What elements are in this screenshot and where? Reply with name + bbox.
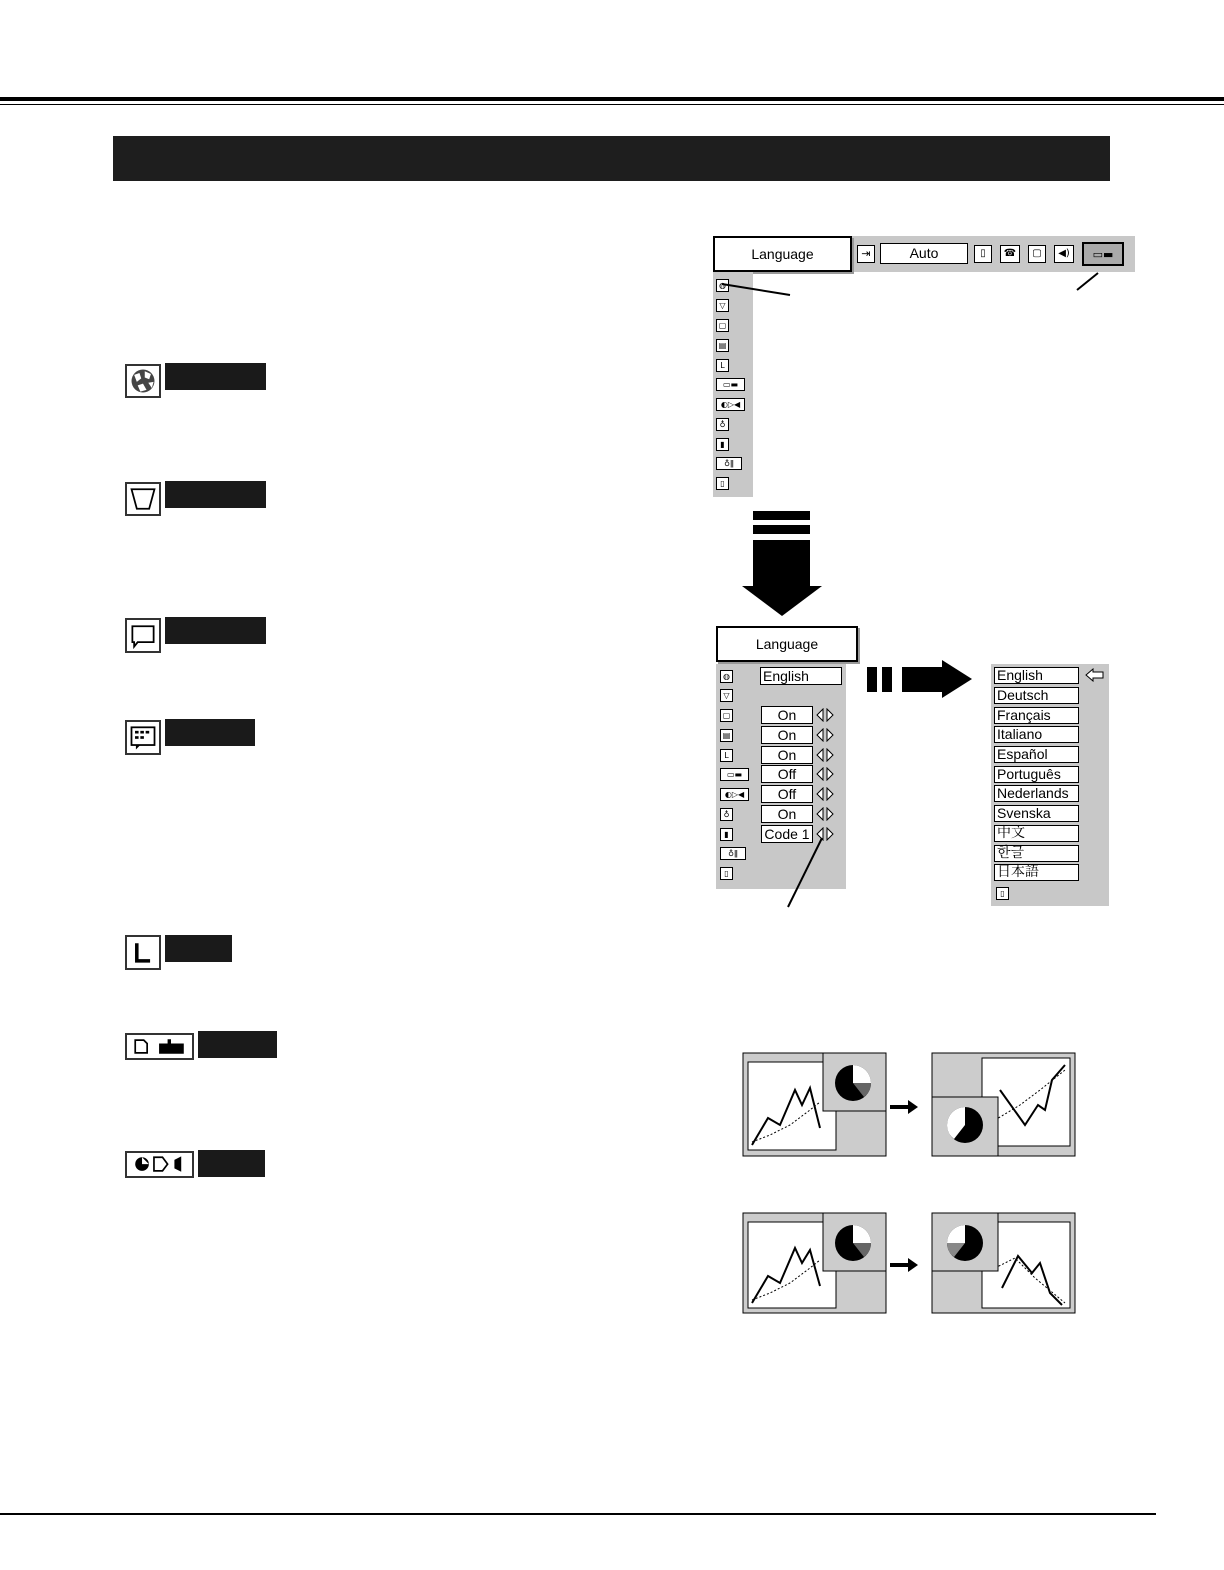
language-option-deutsch[interactable]: Deutsch: [994, 687, 1079, 704]
language-option-chinese[interactable]: 中文: [994, 825, 1079, 842]
logo-icon[interactable]: ▤: [720, 729, 733, 742]
top-rule-thin: [0, 104, 1224, 105]
pointer-icon[interactable]: ▭▬: [720, 768, 749, 781]
exit-icon[interactable]: ▯: [716, 477, 729, 490]
filter-icon[interactable]: ♁ǁ: [720, 847, 746, 860]
menu-display-icon: [125, 618, 161, 653]
pointer-illustration-1: [740, 1050, 1080, 1160]
selection-pointer-icon: [1085, 668, 1105, 682]
pointer-label-bar: [198, 1031, 277, 1058]
filter-icon[interactable]: ♁ǁ: [716, 457, 742, 470]
globe-icon: [125, 364, 161, 398]
setting-value-field[interactable]: On: [761, 706, 813, 724]
pointer-illustration-2: [740, 1208, 1080, 1318]
lock-icon[interactable]: L: [716, 359, 729, 372]
logo-label-bar: [165, 719, 255, 746]
menu-title-box: Language: [713, 236, 852, 272]
language-field[interactable]: English: [760, 667, 842, 685]
logo-icon: [125, 720, 161, 755]
keystone-icon[interactable]: ▽: [716, 299, 729, 312]
logo-icon[interactable]: ▤: [716, 339, 729, 352]
exit-icon[interactable]: ▯: [996, 887, 1009, 900]
language-option-espanol[interactable]: Español: [994, 746, 1079, 763]
keystone-label-bar: [165, 481, 266, 508]
image-position-icon[interactable]: ◐▷◀: [716, 398, 745, 411]
submenu-title-box: Language: [716, 626, 858, 662]
image-position-icon[interactable]: ◐▷◀: [720, 788, 749, 801]
language-list-panel: [991, 664, 1109, 906]
adjust-arrows-icon[interactable]: [816, 728, 834, 742]
setting-value-field[interactable]: On: [761, 805, 813, 823]
language-option-korean[interactable]: 한글: [994, 845, 1079, 862]
language-option-francais[interactable]: Français: [994, 707, 1079, 724]
exit-icon[interactable]: ▯: [720, 867, 733, 880]
down-arrow: [740, 508, 825, 618]
language-option-japanese[interactable]: 日本語: [994, 864, 1079, 881]
mode-field[interactable]: Auto: [880, 243, 968, 264]
language-option-portugues[interactable]: Português: [994, 766, 1079, 783]
language-option-italiano[interactable]: Italiano: [994, 726, 1079, 743]
adjust-arrows-icon[interactable]: [816, 787, 834, 801]
callout-lines-top: [700, 260, 1140, 310]
setting-value-field[interactable]: Off: [761, 765, 813, 783]
globe-icon[interactable]: ◍: [716, 279, 729, 292]
language-option-english[interactable]: English: [994, 667, 1079, 684]
top-rule: [0, 97, 1224, 101]
remote-icon[interactable]: ▮: [720, 828, 733, 841]
setting-value-field[interactable]: Off: [761, 785, 813, 803]
globe-icon[interactable]: ◍: [720, 670, 733, 683]
section-header-bar: [113, 136, 1110, 181]
input-icon[interactable]: ⇥: [857, 245, 875, 263]
lamp-icon[interactable]: ♁: [720, 808, 733, 821]
menu-display-icon[interactable]: ▢: [720, 709, 733, 722]
image-position-icon: [125, 1151, 194, 1178]
keystone-icon[interactable]: ▽: [720, 689, 733, 702]
lock-icon[interactable]: L: [720, 749, 733, 762]
bottom-rule: [0, 1513, 1156, 1515]
lamp-icon[interactable]: ♁: [716, 418, 729, 431]
setting-value-field[interactable]: On: [761, 726, 813, 744]
menu-display-label-bar: [165, 617, 266, 644]
lock-label-bar: [165, 935, 232, 962]
adjust-arrows-icon[interactable]: [816, 748, 834, 762]
setting-value-field[interactable]: On: [761, 746, 813, 764]
keystone-icon: [125, 482, 161, 516]
lock-icon: [125, 935, 161, 970]
adjust-arrows-icon[interactable]: [816, 767, 834, 781]
sound-icon[interactable]: ◀): [1054, 245, 1074, 263]
pointer-icon[interactable]: ▭▬: [716, 378, 745, 391]
screen-icon[interactable]: ▢: [1028, 245, 1046, 263]
language-option-svenska[interactable]: Svenska: [994, 805, 1079, 822]
remote-icon[interactable]: ▮: [716, 438, 729, 451]
adjust-arrows-icon[interactable]: [816, 708, 834, 722]
image-position-label-bar: [198, 1150, 265, 1177]
language-option-nederlands[interactable]: Nederlands: [994, 785, 1079, 802]
right-arrow: [864, 660, 976, 700]
image-icon[interactable]: ▯: [974, 245, 992, 263]
setting-icon[interactable]: ▭▬: [1082, 242, 1124, 266]
callout-line-bottom: [780, 835, 830, 910]
pointer-icon: [125, 1033, 194, 1060]
language-label-bar: [165, 363, 266, 390]
pc-adjust-icon[interactable]: ☎: [1000, 245, 1020, 263]
adjust-arrows-icon[interactable]: [816, 807, 834, 821]
setting-value-field[interactable]: Code 1: [761, 825, 813, 843]
menu-display-icon[interactable]: ▢: [716, 319, 729, 332]
